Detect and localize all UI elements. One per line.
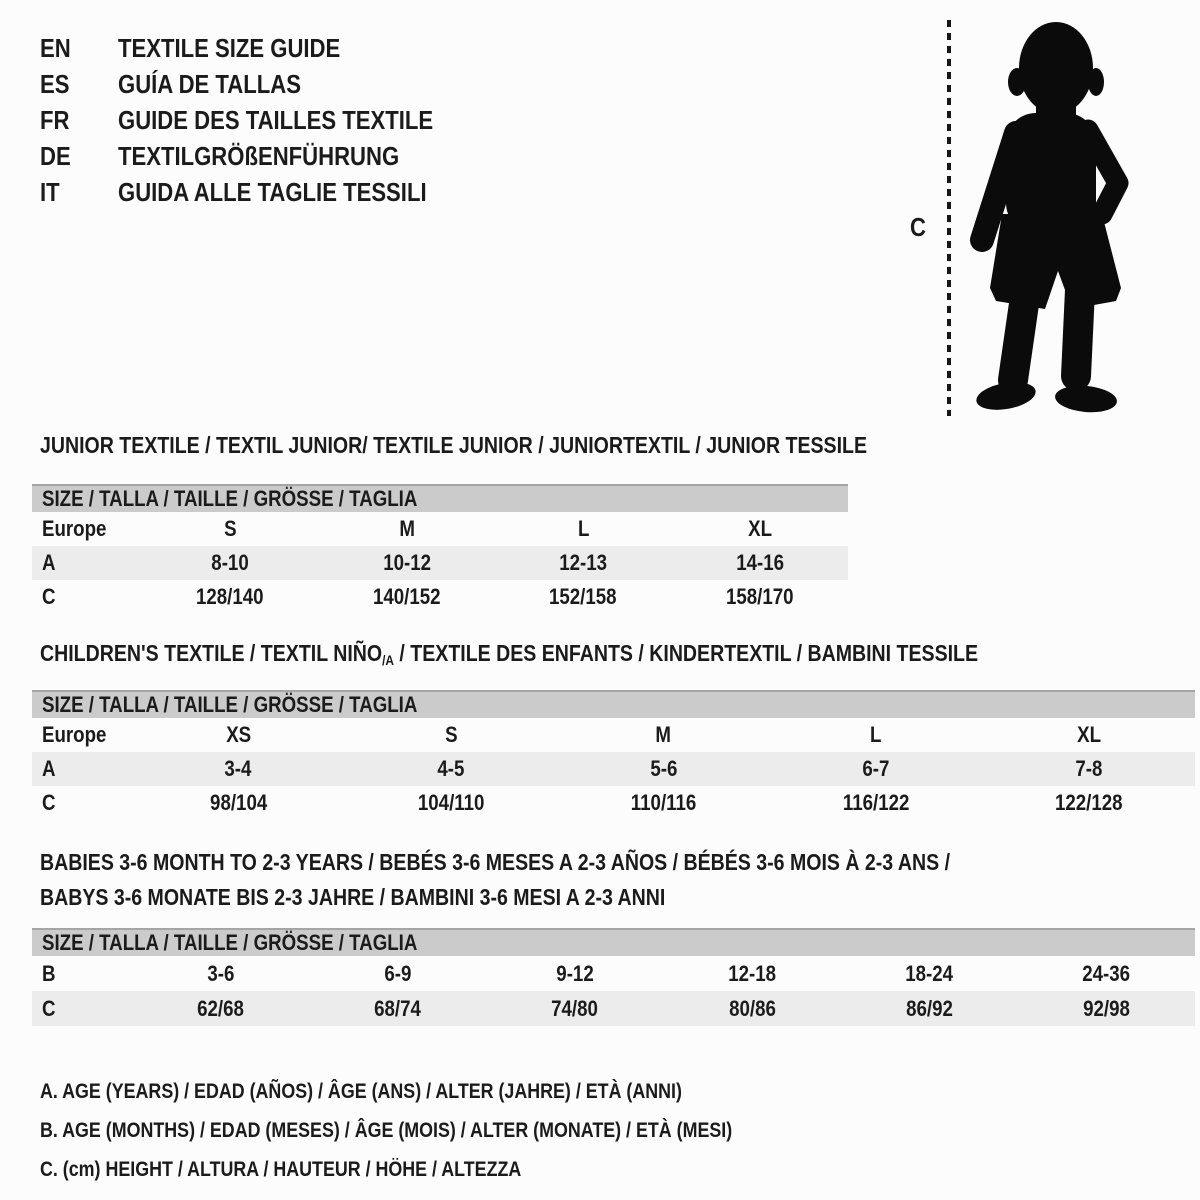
language-code: FR xyxy=(40,105,70,135)
height-cell: 140/152 xyxy=(372,584,441,609)
height-cell: 152/158 xyxy=(549,584,618,609)
size-header-label: SIZE / TALLA / TAILLE / GRÖSSE / TAGLIA xyxy=(42,930,418,955)
size-cell: L xyxy=(870,722,882,747)
baby-silhouette-icon xyxy=(968,18,1138,418)
language-row xyxy=(40,66,489,102)
height-cell: 62/68 xyxy=(197,996,244,1021)
size-cell: XS xyxy=(225,722,251,747)
table-row-europe xyxy=(32,512,848,546)
language-title: GUÍA DE TALLAS xyxy=(118,69,301,99)
junior-size-table xyxy=(32,484,848,614)
language-code: EN xyxy=(40,33,71,63)
height-cell: 128/140 xyxy=(196,584,265,609)
height-cell: 110/116 xyxy=(630,790,697,815)
height-cell: 122/128 xyxy=(1054,790,1123,815)
size-header-bar xyxy=(32,690,1195,718)
age-cell: 6-7 xyxy=(862,756,890,781)
size-cell: S xyxy=(444,722,458,747)
table-row-height xyxy=(32,786,1195,820)
size-cell: M xyxy=(655,722,672,747)
children-section-title: CHILDREN'S TEXTILE / TEXTIL NIÑO/A / TEXTILE DES ENFANTS / KINDERTEXTIL / BAMBINI TESSILE xyxy=(40,640,979,668)
age-cell: 7-8 xyxy=(1075,756,1103,781)
size-cell: L xyxy=(577,516,589,541)
age-cell: 12-18 xyxy=(728,961,777,986)
language-title-list xyxy=(40,30,489,210)
language-code: IT xyxy=(40,177,60,207)
age-cell: 3-6 xyxy=(207,961,235,986)
size-notes xyxy=(40,1072,854,1189)
age-cell: 8-10 xyxy=(211,550,249,575)
height-cell: 68/74 xyxy=(374,996,422,1021)
row-label: C xyxy=(42,790,56,815)
age-cell: 9-12 xyxy=(556,961,594,986)
size-header-label: SIZE / TALLA / TAILLE / GRÖSSE / TAGLIA xyxy=(42,486,418,511)
table-row-age-months xyxy=(32,956,1195,991)
age-cell: 4-5 xyxy=(437,756,465,781)
size-cell: M xyxy=(398,516,415,541)
height-dashed-line xyxy=(947,20,951,416)
junior-section-title: JUNIOR TEXTILE / TEXTIL JUNIOR/ TEXTILE JUNIOR / JUNIORTEXTIL / JUNIOR TESSILE xyxy=(40,432,868,458)
table-row-age xyxy=(32,752,1195,786)
language-title: TEXTILE SIZE GUIDE xyxy=(118,33,341,63)
height-cell: 92/98 xyxy=(1083,996,1130,1021)
age-cell: 10-12 xyxy=(382,550,431,575)
title-subscript: /A xyxy=(382,652,394,668)
babies-size-table xyxy=(32,928,1195,1026)
size-header-bar xyxy=(32,928,1195,956)
height-cell: 158/170 xyxy=(725,584,794,609)
size-cell: XL xyxy=(1076,722,1101,747)
age-cell: 12-13 xyxy=(559,550,608,575)
language-row xyxy=(40,138,489,174)
language-code: DE xyxy=(40,141,71,171)
row-label: C xyxy=(42,996,56,1021)
language-title: GUIDA ALLE TAGLIE TESSILI xyxy=(118,177,427,207)
age-cell: 6-9 xyxy=(384,961,412,986)
table-row-height xyxy=(32,991,1195,1026)
language-title: TEXTILGRÖßENFÜHRUNG xyxy=(118,141,400,171)
row-label: Europe xyxy=(42,722,107,747)
babies-section-title-line2: BABYS 3-6 MONATE BIS 2-3 JAHRE / BAMBINI 3-6 MESI A 2-3 ANNI xyxy=(40,884,666,910)
note-height-cm: C. (cm) HEIGHT / ALTURA / HAUTEUR / HÖHE / ALTEZZA xyxy=(40,1158,522,1181)
row-label: A xyxy=(42,756,56,781)
table-row-europe xyxy=(32,718,1195,752)
age-cell: 14-16 xyxy=(735,550,784,575)
table-row-age xyxy=(32,546,848,580)
age-cell: 24-36 xyxy=(1082,961,1131,986)
size-header-label: SIZE / TALLA / TAILLE / GRÖSSE / TAGLIA xyxy=(42,692,418,717)
row-label: A xyxy=(42,550,56,575)
note-age-years: A. AGE (YEARS) / EDAD (AÑOS) / ÂGE (ANS) / ALTER (JAHRE) / ETÀ (ANNI) xyxy=(40,1080,682,1103)
age-cell: 3-4 xyxy=(224,756,252,781)
age-cell: 18-24 xyxy=(905,961,954,986)
height-measure-label: C xyxy=(910,212,926,242)
size-cell: S xyxy=(224,516,237,541)
height-cell: 74/80 xyxy=(551,996,599,1021)
row-label: C xyxy=(42,584,56,609)
language-row xyxy=(40,30,489,66)
size-cell: XL xyxy=(747,516,772,541)
height-cell: 98/104 xyxy=(209,790,267,815)
children-size-table xyxy=(32,690,1195,820)
size-header-bar xyxy=(32,484,848,512)
table-row-height xyxy=(32,580,848,614)
height-cell: 80/86 xyxy=(728,996,776,1021)
height-cell: 86/92 xyxy=(905,996,953,1021)
age-cell: 5-6 xyxy=(649,756,677,781)
language-title: GUIDE DES TAILLES TEXTILE xyxy=(118,105,434,135)
note-age-months: B. AGE (MONTHS) / EDAD (MESES) / ÂGE (MOIS) / ALTER (MONATE) / ETÀ (MESI) xyxy=(40,1119,733,1142)
language-code: ES xyxy=(40,69,70,99)
row-label: B xyxy=(42,961,56,986)
height-cell: 116/122 xyxy=(842,790,910,815)
language-row xyxy=(40,102,489,138)
language-row xyxy=(40,174,489,210)
height-cell: 104/110 xyxy=(417,790,485,815)
row-label: Europe xyxy=(42,516,107,541)
babies-section-title-line1: BABIES 3-6 MONTH TO 2-3 YEARS / BEBÉS 3-6 MESES A 2-3 AÑOS / BÉBÉS 3-6 MOIS À 2-3 ANS / xyxy=(40,849,951,875)
